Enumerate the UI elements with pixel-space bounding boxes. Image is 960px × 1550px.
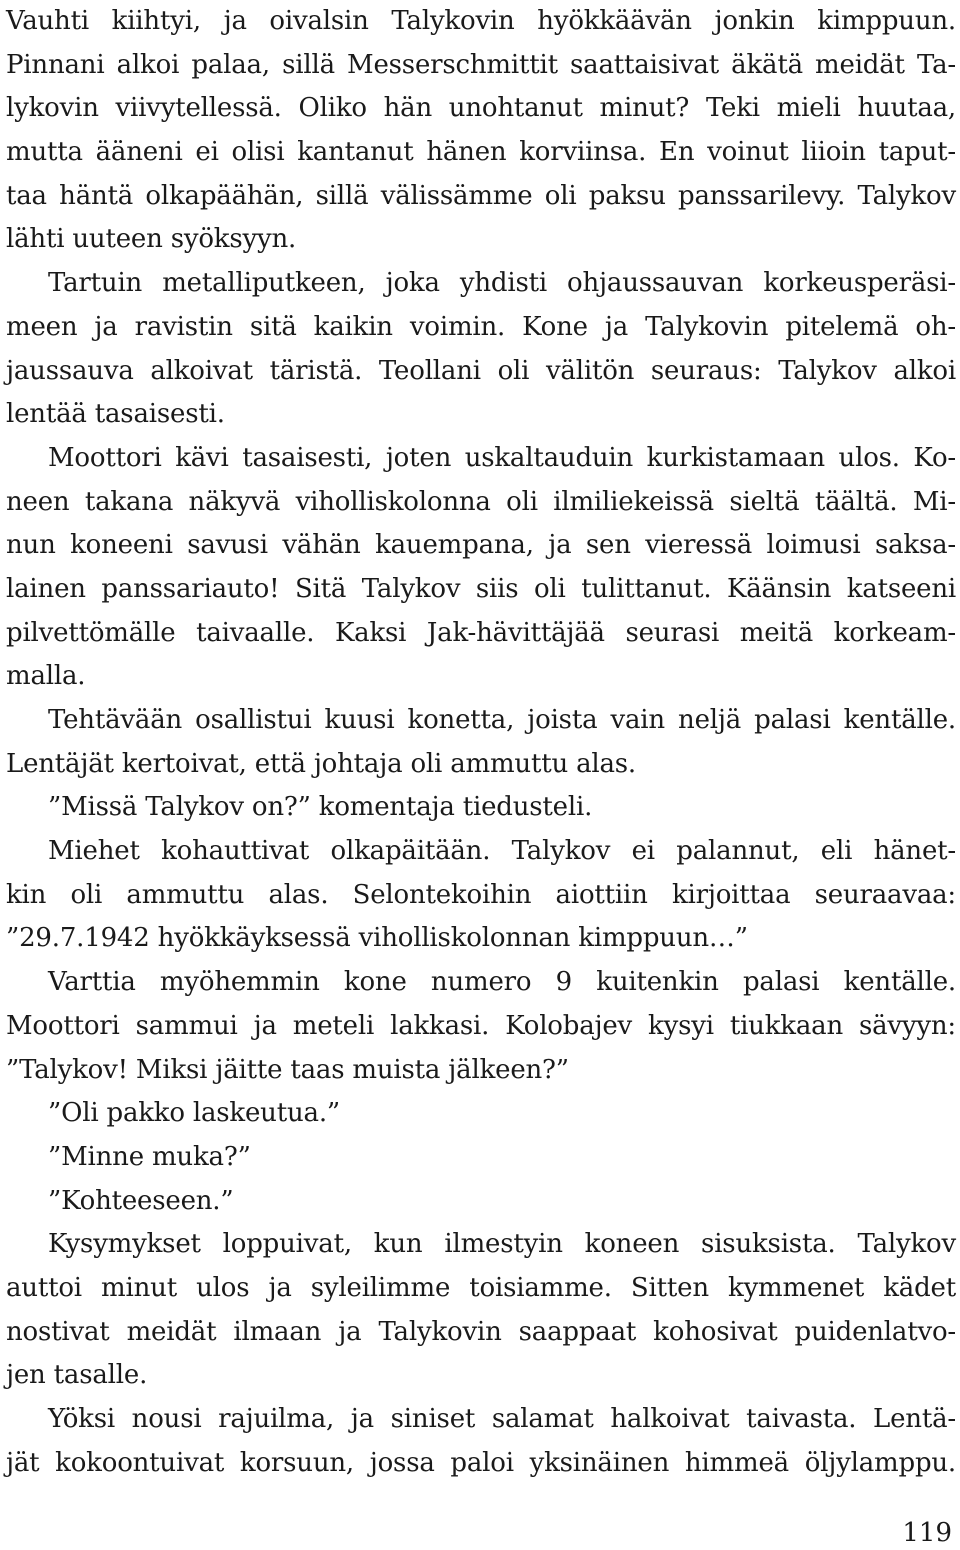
text-line: nun koneeni savusi vähän kauempana, ja sen vieressä loimusi saksa- bbox=[6, 530, 956, 561]
text-line: Lentäjät kertoivat, että johtaja oli ammuttu alas. bbox=[6, 748, 636, 779]
text-line: ”Minne muka?” bbox=[48, 1141, 251, 1172]
text-line: ”Kohteeseen.” bbox=[48, 1185, 234, 1216]
text-line: Varttia myöhemmin kone numero 9 kuitenkin palasi kentälle. bbox=[48, 967, 956, 998]
page-number: 119 bbox=[902, 1518, 952, 1548]
text-line: ”Oli pakko laskeutua.” bbox=[48, 1098, 340, 1129]
text-line: Tehtävään osallistui kuusi konetta, joista vain neljä palasi kentälle. bbox=[48, 705, 956, 735]
text-line: Tartuin metalliputkeen, joka yhdisti ohjaussauvan korkeusperäsi- bbox=[48, 268, 956, 299]
text-line: Yöksi nousi rajuilma, ja siniset salamat halkoivat taivasta. Lentä- bbox=[48, 1404, 956, 1434]
text-line: Kysymykset loppuivat, kun ilmestyin koneen sisuksista. Talykov bbox=[48, 1229, 956, 1260]
text-line: jät kokoontuivat korsuun, jossa paloi yksinäinen himmeä öljylamppu. bbox=[6, 1447, 956, 1478]
text-line: ”Talykov! Miksi jäitte taas muista jälkeen?” bbox=[6, 1054, 569, 1085]
book-page bbox=[6, 0, 956, 1485]
text-line: Vauhti kiihtyi, ja oivalsin Talykovin hyökkäävän jonkin kimppuun. bbox=[6, 6, 956, 36]
text-line: lainen panssariauto! Sitä Talykov siis oli tulittanut. Käänsin katseeni bbox=[6, 573, 956, 604]
text-line: meen ja ravistin sitä kaikin voimin. Kone ja Talykovin pitelemä oh- bbox=[6, 311, 956, 342]
text-line: neen takana näkyvä viholliskolonna oli ilmiliekeissä sieltä täältä. Mi- bbox=[6, 486, 956, 517]
text-line: malla. bbox=[6, 661, 86, 692]
text-line: lykovin viivytellessä. Oliko hän unohtanut minut? Teki mieli huutaa, bbox=[6, 93, 956, 124]
text-line: pilvettömälle taivaalle. Kaksi Jak-hävittäjää seurasi meitä korkeam- bbox=[6, 617, 956, 648]
text-line: nostivat meidät ilmaan ja Talykovin saappaat kohosivat puidenlatvo- bbox=[6, 1316, 956, 1347]
text-line: Moottori sammui ja meteli lakkasi. Kolobajev kysyi tiukkaan sävyyn: bbox=[6, 1010, 956, 1041]
text-line: lähti uuteen syöksyyn. bbox=[6, 224, 297, 255]
text-line: Pinnani alkoi palaa, sillä Messerschmittit saattaisivat äkätä meidät Ta- bbox=[6, 49, 956, 80]
text-line: Moottori kävi tasaisesti, joten uskaltauduin kurkistamaan ulos. Ko- bbox=[48, 442, 956, 473]
text-line: ”Missä Talykov on?” komentaja tiedusteli. bbox=[48, 792, 593, 823]
text-line: taa häntä olkapäähän, sillä välissämme oli paksu panssarilevy. Talykov bbox=[6, 180, 956, 211]
text-line: lentää tasaisesti. bbox=[6, 399, 225, 430]
text-line: jen tasalle. bbox=[6, 1360, 148, 1391]
text-line: Miehet kohauttivat olkapäitään. Talykov ei palannut, eli hänet- bbox=[48, 836, 956, 867]
text-line: kin oli ammuttu alas. Selontekoihin aiottiin kirjoittaa seuraavaa: bbox=[6, 879, 956, 910]
text-line: mutta ääneni ei olisi kantanut hänen korviinsa. En voinut liioin taput- bbox=[6, 137, 956, 168]
text-line: jaussauva alkoivat täristä. Teollani oli välitön seuraus: Talykov alkoi bbox=[6, 355, 956, 386]
text-line: ”29.7.1942 hyökkäyksessä viholliskolonnan kimppuun…” bbox=[6, 923, 748, 954]
text-line: auttoi minut ulos ja syleilimme toisiamme. Sitten kymmenet kädet bbox=[6, 1272, 956, 1303]
